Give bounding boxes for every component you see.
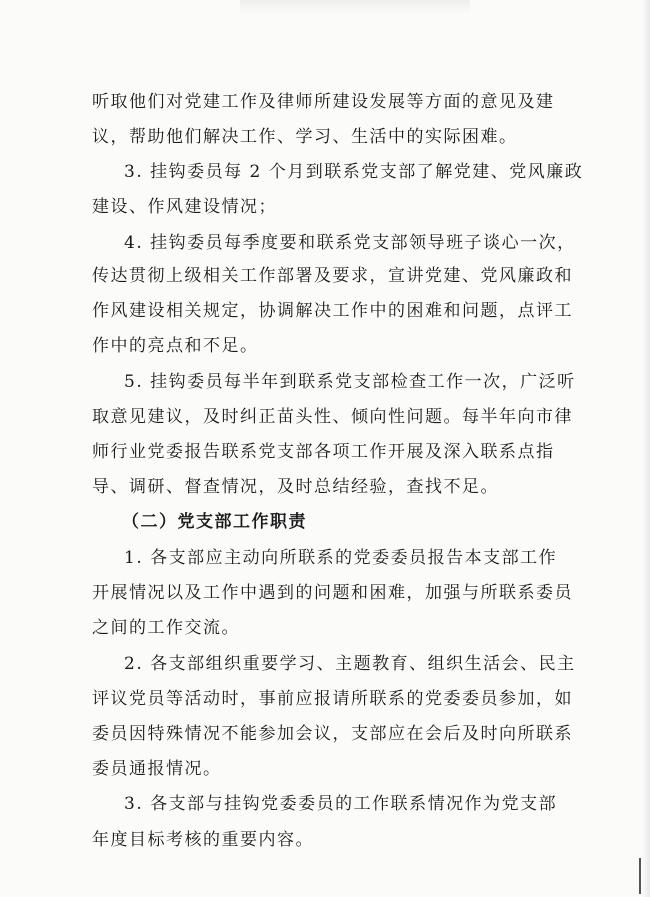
section-heading: （二）党支部工作职责 bbox=[122, 512, 307, 532]
text-line: 作风建设相关规定，协调解决工作中的困难和问题，点评工 bbox=[92, 301, 573, 321]
text-line: 取意见建议，及时纠正苗头性、倾向性问题。每半年向市律 bbox=[92, 407, 573, 427]
scan-artifact-top bbox=[240, 0, 470, 14]
paragraph-3-line: 3. 挂钩委员每 2 个月到联系党支部了解党建、党风廉政 bbox=[124, 162, 584, 182]
text-line: 之间的工作交流。 bbox=[92, 618, 240, 638]
paragraph-3b-line: 3. 各支部与挂钩党委委员的工作联系情况作为党支部 bbox=[124, 794, 558, 814]
text-line: 开展情况以及工作中遇到的问题和困难，加强与所联系委员 bbox=[92, 583, 573, 603]
text-line: 建设、作风建设情况； bbox=[92, 197, 277, 217]
text-line: 委员通报情况。 bbox=[92, 759, 222, 779]
text-line: 师行业党委报告联系党支部各项工作开展及深入联系点指 bbox=[92, 442, 555, 462]
text-line: 导、调研、督查情况，及时总结经验，查找不足。 bbox=[92, 477, 499, 497]
scan-mark-right bbox=[639, 858, 641, 894]
paragraph-4-line: 4. 挂钩委员每季度要和联系党支部领导班子谈心一次， bbox=[124, 233, 576, 253]
text-line: 传达贯彻上级相关工作部署及要求，宣讲党建、党风廉政和 bbox=[92, 266, 573, 286]
paragraph-2-line: 2. 各支部组织重要学习、主题教育、组织生活会、民主 bbox=[124, 654, 576, 674]
scan-edge-shadow bbox=[642, 0, 650, 897]
text-line: 听取他们对党建工作及律师所建设发展等方面的意见及建 bbox=[92, 92, 555, 112]
text-line: 作中的亮点和不足。 bbox=[92, 336, 259, 356]
text-line: 评议党员等活动时，事前应报请所联系的党委委员参加，如 bbox=[92, 689, 573, 709]
paragraph-5-line: 5. 挂钩委员每半年到联系党支部检查工作一次，广泛听 bbox=[124, 372, 576, 392]
paragraph-1-line: 1. 各支部应主动向所联系的党委委员报告本支部工作 bbox=[124, 548, 558, 568]
text-line: 年度目标考核的重要内容。 bbox=[92, 830, 314, 850]
text-line: 议，帮助他们解决工作、学习、生活中的实际困难。 bbox=[92, 127, 518, 147]
text-line: 委员因特殊情况不能参加会议，支部应在会后及时向所联系 bbox=[92, 724, 573, 744]
